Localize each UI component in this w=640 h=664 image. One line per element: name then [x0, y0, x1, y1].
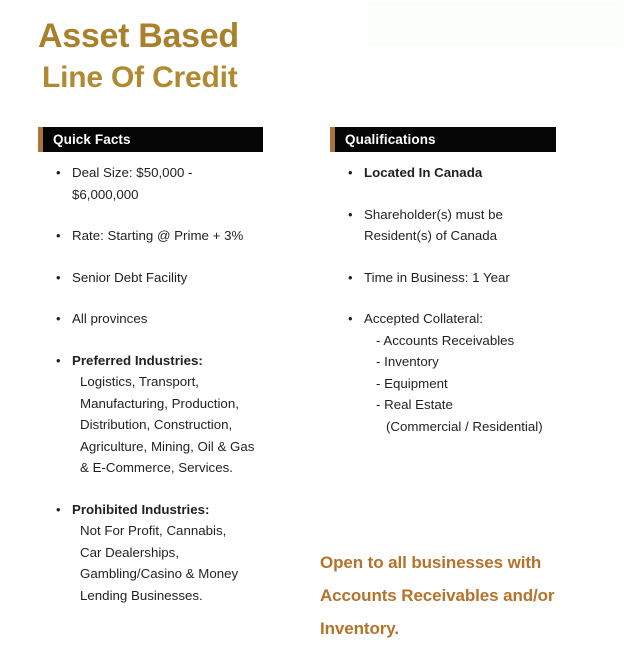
list-item-text-line: Logistics, Transport,: [80, 374, 199, 389]
page-title-line-1: Asset Based: [38, 17, 239, 55]
section-header-quick-facts: [38, 127, 263, 152]
qualifications-list: [342, 162, 612, 457]
list-item-text-line: Car Dealerships,: [80, 544, 180, 560]
sub-list-item: - Accounts Receivables: [376, 332, 515, 348]
list-item-text: [72, 308, 312, 330]
list-item-text-line: • Shareholder(s) must be: [364, 206, 503, 222]
list-item-label: • Preferred Industries:: [72, 352, 203, 368]
list-item-text: [364, 204, 612, 247]
list-item: [342, 204, 612, 247]
closing-statement-line-2: Accounts Receivables and/or: [320, 586, 555, 605]
sub-list-item: - Equipment: [376, 375, 448, 391]
section-header-quick-facts-label: Quick Facts: [53, 132, 131, 147]
closing-statement-line-1: Open to all businesses with: [320, 553, 542, 572]
list-item-text-line: Not For Profit, Cannabis,: [80, 523, 227, 538]
list-item-text-line: $6,000,000: [72, 186, 139, 202]
list-item: [50, 350, 312, 479]
list-item-text: [80, 520, 312, 606]
sub-list-item: - Inventory: [376, 354, 439, 369]
list-item: [50, 267, 312, 289]
list-item: [50, 162, 312, 205]
list-item-text: [72, 267, 312, 289]
list-item-label: • Located In Canada: [364, 165, 483, 180]
list-item-text-line: & E-Commerce, Services.: [80, 460, 233, 475]
list-item: [50, 308, 312, 330]
list-item-text-line: • Accepted Collateral:: [364, 311, 483, 326]
list-item-text-line: Agriculture, Mining, Oil & Gas: [80, 438, 255, 454]
list-item-text-line: Lending Businesses.: [80, 587, 203, 603]
sub-list: [376, 330, 612, 438]
list-item-text-line: • Senior Debt Facility: [72, 269, 188, 285]
list-item-text-line: • All provinces: [72, 311, 148, 326]
list-item: [342, 267, 612, 289]
page-title-line-2: Line Of Credit: [42, 61, 238, 95]
list-item: [342, 308, 612, 437]
closing-statement-line-3: Inventory.: [320, 619, 399, 638]
sub-list-item: - Real Estate: [376, 397, 453, 412]
section-header-qualifications-label: Qualifications: [345, 132, 436, 147]
list-item-text-line: • Time in Business: 1 Year: [364, 269, 510, 285]
list-item-text-line: Resident(s) of Canada: [364, 228, 498, 243]
list-item-text: [80, 371, 312, 479]
page-title: [38, 16, 458, 96]
list-item: [50, 225, 312, 247]
list-item-text-line: Manufacturing, Production,: [80, 395, 239, 411]
list-item-text: [364, 267, 612, 289]
quick-facts-list: [50, 162, 312, 626]
list-item-text: [364, 308, 612, 330]
list-item-label: • Prohibited Industries:: [72, 501, 210, 517]
list-item-text-line: Distribution, Construction,: [80, 417, 233, 432]
section-header-qualifications: [330, 127, 556, 152]
sub-list-item: (Commercial / Residential): [386, 418, 543, 434]
list-item: [50, 499, 312, 607]
list-item-text-line: • Deal Size: $50,000 -: [72, 165, 193, 180]
closing-statement: [320, 546, 620, 645]
list-item-text: [72, 162, 312, 205]
list-item-text: [72, 225, 312, 247]
list-item-text-line: Gambling/Casino & Money: [80, 566, 239, 581]
list-item: [342, 162, 612, 184]
list-item-text-line: • Rate: Starting @ Prime + 3%: [72, 228, 244, 243]
